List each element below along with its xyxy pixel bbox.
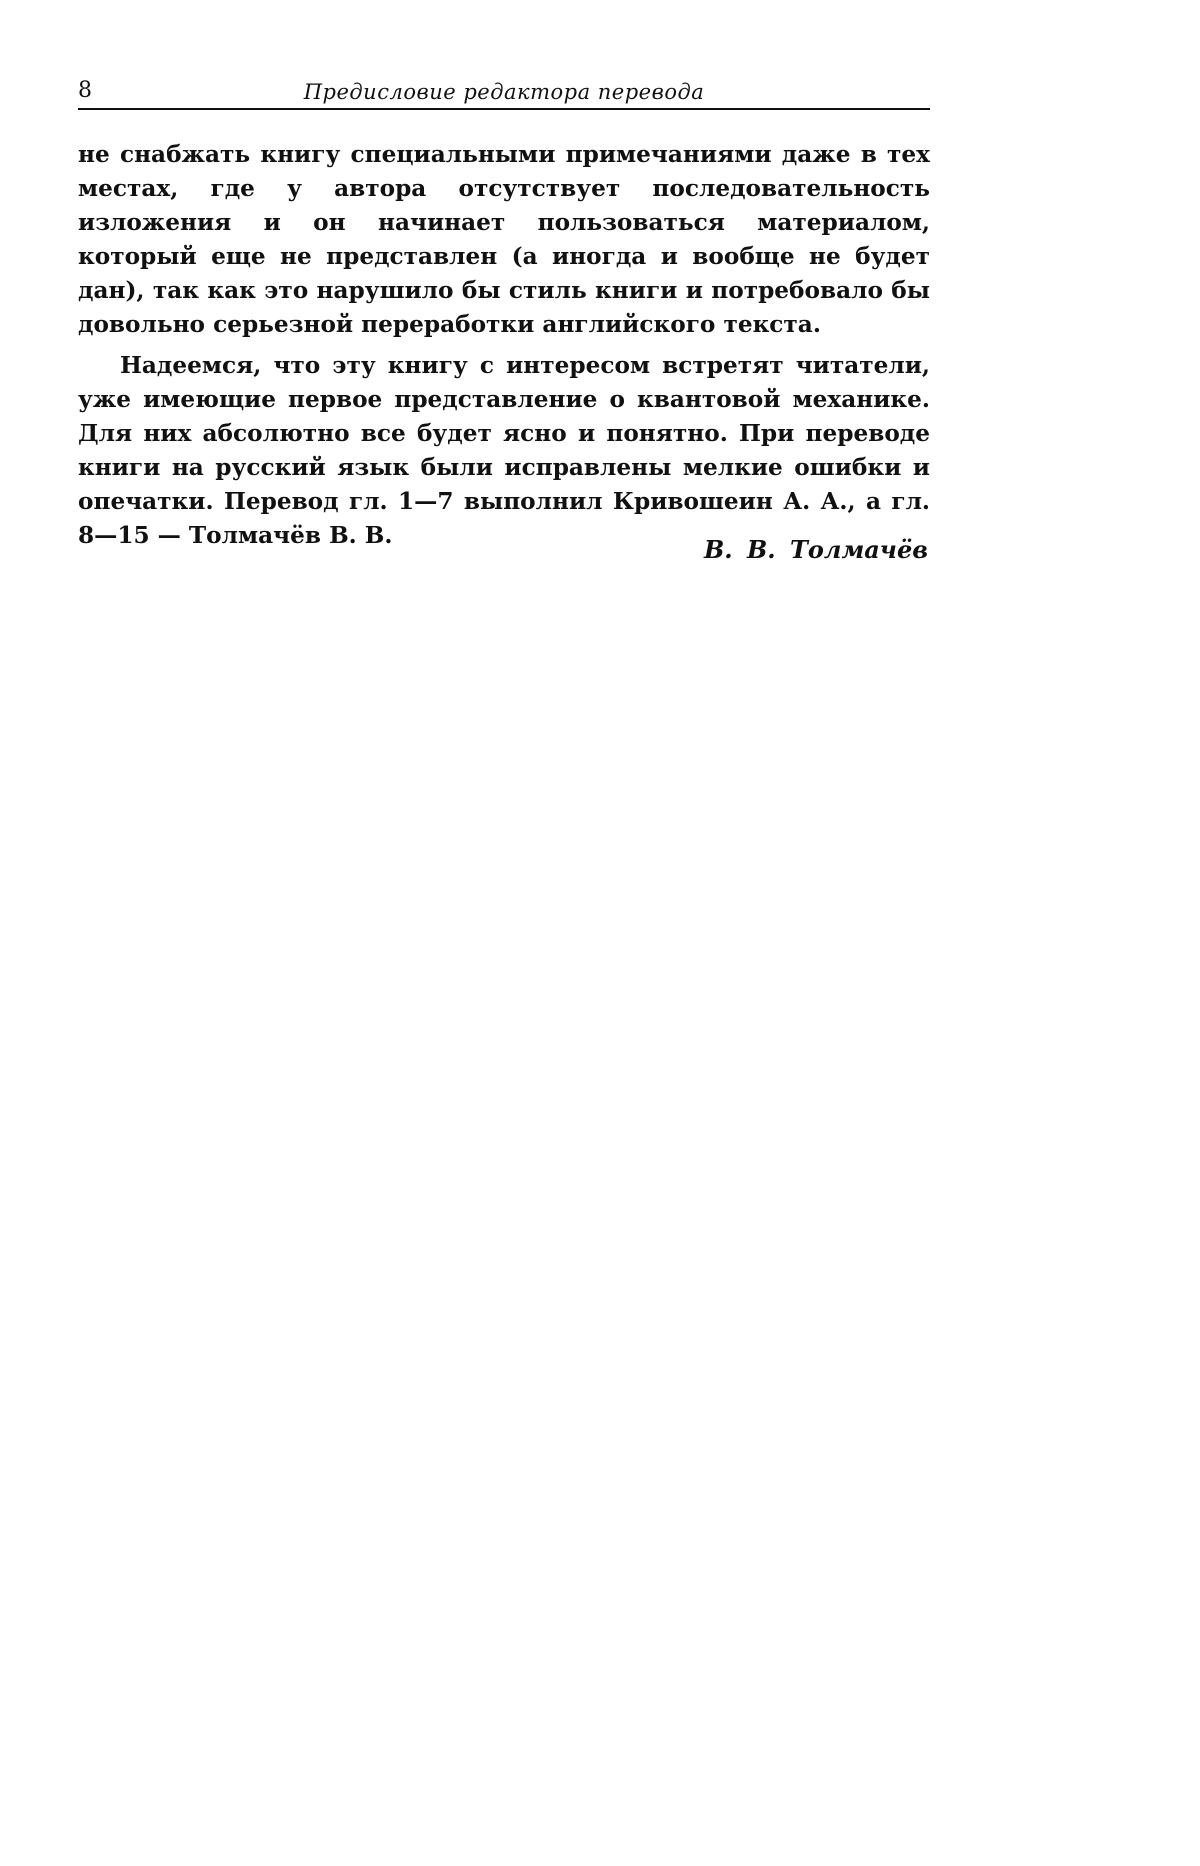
paragraph-closing: Надеемся, что эту книгу с интересом встретят читатели, уже имеющие первое представление о квантовой механике. Для них абсолютно все будет ясно и понятно. При переводе книги на русский язык были исправлены мелкие ошибки и опечатки. Перевод гл. 1—7 выполнил Кривошеин А. А., а гл. 8—15 — Толмачёв В. В.	[78, 352, 930, 549]
running-header	[78, 76, 930, 110]
page-number: 8	[78, 78, 92, 103]
editor-signature: В. В. Толмачёв	[704, 535, 928, 564]
running-title: Предисловие редактора перевода	[303, 80, 705, 104]
paragraph-continuation: не снабжать книгу специальными примечаниями даже в тех местах, где у автора отсутствует последовательность изложения и он начинает пользоваться материалом, который еще не представлен (а иногда и вообще не будет дан), так как это нарушило бы стиль книги и потребовало бы довольно серьезной переработки английского текста.	[78, 141, 930, 338]
body-text	[78, 138, 930, 553]
book-page	[78, 0, 930, 1555]
